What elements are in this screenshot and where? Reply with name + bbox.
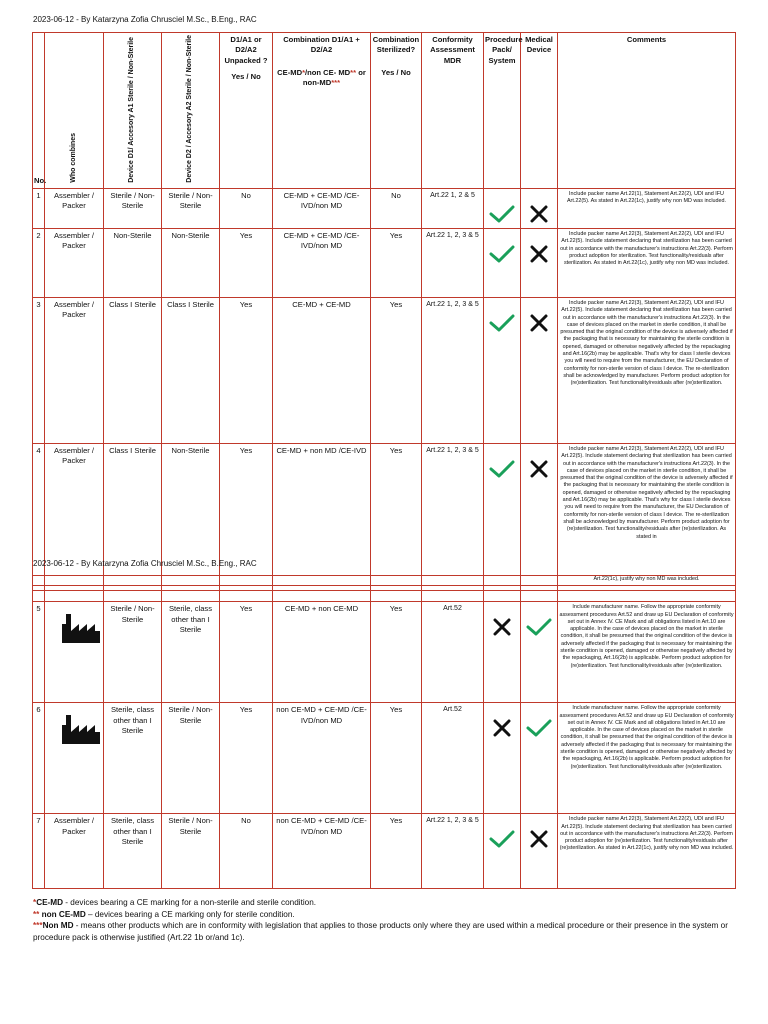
device-d1-cell: Sterile, class other than I Sterile xyxy=(104,703,162,814)
comment-cell: Include packer name Art.22(1), Statement Art.22(2), UDI and IFU Art.22(5). As stated in Art.22(1c), justify why non MD was included. xyxy=(558,188,736,228)
medical-device-cell xyxy=(521,228,558,297)
cross-icon xyxy=(522,300,556,333)
continuation-row xyxy=(33,576,736,586)
device-d2-cell: Non-Sterile xyxy=(162,443,220,590)
unpacked-cell: Yes xyxy=(220,602,273,703)
factory-icon xyxy=(46,705,102,748)
device-d1-cell: Sterile / Non-Sterile xyxy=(104,602,162,703)
unpacked-cell: No xyxy=(220,188,273,228)
procedure-pack-cell xyxy=(484,228,521,297)
device-d2-cell: Non-Sterile xyxy=(162,228,220,297)
sterilized-cell: Yes xyxy=(371,228,422,297)
cross-icon xyxy=(522,816,556,849)
who-cell: Assembler / Packer xyxy=(45,814,104,889)
combination-cell: CE-MD + non MD /CE-IVD xyxy=(273,443,371,590)
procedure-pack-cell xyxy=(484,602,521,703)
medical-device-cell xyxy=(521,814,558,889)
conformity-cell: Art.52 xyxy=(422,602,484,703)
col-unpacked: D1/A1 or D2/A2 Unpacked ? Yes / No xyxy=(220,33,273,189)
table-row xyxy=(33,228,736,297)
comment-cell: Include manufacturer name. Follow the appropriate conformity assessment procedures Art.52 and draw up EU Declaration of conformity set out in Annex IV. CE Mark and all obligations listed in Art.10 are applicable. In the case of devices placed on the market in sterile condition, it shall be presumed that the original condition of the device is adversely affected if the packaging that is necessary for maintaining the sterile condition is opened, damaged or otherwise negatively affected by the repackaging, Art.16(2b) is applicable. Perform product adoption for (re)sterilization. Test functionality/residuals after (re)sterilization. xyxy=(558,703,736,814)
cross-icon xyxy=(522,191,556,224)
who-cell: Assembler / Packer xyxy=(45,297,104,443)
conformity-cell: Art.22 1, 2 & 5 xyxy=(422,188,484,228)
conformity-cell: Art.22 1, 2, 3 & 5 xyxy=(422,814,484,889)
cross-icon xyxy=(485,604,519,637)
col-conformity: Conformity Assessment MDR xyxy=(422,33,484,189)
device-d1-cell: Non-Sterile xyxy=(104,228,162,297)
procedure-pack-cell xyxy=(484,297,521,443)
check-icon xyxy=(485,816,519,849)
comment-cell: Include packer name Art.22(3), Statement Art.22(2), UDI and IFU Art.22(5). Include statement declaring that sterilization has been carried out in accordance with the manufacturer's instructions Art.22(3). Perform product adoption for sterilization. Test functionality/residuals after sterilization. As stated in Art.22(1c), justify why non MD was included. xyxy=(558,228,736,297)
device-d2-cell: Sterile / Non-Sterile xyxy=(162,188,220,228)
table-row xyxy=(33,443,736,590)
who-cell: Assembler / Packer xyxy=(45,188,104,228)
col-procedure-pack: Procedure Pack/ System xyxy=(484,33,521,189)
sterilized-cell: Yes xyxy=(371,297,422,443)
combination-cell: CE-MD + non CE-MD xyxy=(273,602,371,703)
table-row xyxy=(33,814,736,889)
row-number: 5 xyxy=(33,602,45,703)
footnote-non-md: ***Non MD - means other products which are in conformity with legislation that applies to those products only where they are used within a medical procedure or their presence in the system or procedure pack is otherwise justified (Art.22 1b or/and 1c). xyxy=(33,921,728,942)
medical-device-cell xyxy=(521,703,558,814)
footnote-non-ce-md: ** non CE-MD – devices bearing a CE marking only for sterile condition. xyxy=(33,909,295,919)
factory-icon xyxy=(46,604,102,647)
page-header: 2023-06-12 - By Katarzyna Zofia Chrusciel M.Sc., B.Eng., RAC xyxy=(33,15,257,24)
combination-cell: non CE-MD + CE-MD /CE-IVD/non MD xyxy=(273,814,371,889)
row-number: 7 xyxy=(33,814,45,889)
who-cell xyxy=(45,602,104,703)
col-medical-device: Medical Device xyxy=(521,33,558,189)
sterilized-cell: Yes xyxy=(371,602,422,703)
row-number: 1 xyxy=(33,188,45,228)
check-icon xyxy=(485,231,519,264)
col-d1: Device D1/ Accesory A1 Sterile / Non-Sterile xyxy=(104,33,162,189)
who-cell: Assembler / Packer xyxy=(45,443,104,590)
table-row xyxy=(33,703,736,814)
medical-device-cell xyxy=(521,188,558,228)
comment-cell: Include packer name Art.22(3), Statement Art.22(2), UDI and IFU Art.22(5). Include statement declaring that sterilization has been carried out in accordance with the manufacturer's instructions Art.22(3). Perform product adoption for (re)sterilization. Test functionality/residuals after (re)sterilization. As stated in Art.22(1c), justify why non MD was included. xyxy=(558,814,736,889)
device-d1-cell: Class I Sterile xyxy=(104,297,162,443)
col-who: Who combines xyxy=(45,33,104,189)
device-d2-cell: Sterile / Non-Sterile xyxy=(162,703,220,814)
footnotes xyxy=(33,897,743,944)
procedure-pack-cell xyxy=(484,703,521,814)
conformity-cell: Art.22 1, 2, 3 & 5 xyxy=(422,228,484,297)
comment-cell: Include manufacturer name. Follow the appropriate conformity assessment procedures Art.52 and draw up EU Declaration of conformity set out in Annex IV. CE Mark and all obligations listed in Art.10 are applicable. In the case of devices placed on the market in sterile condition, it shall be presumed that the original condition of the device is adversely affected if the packaging that is necessary for maintaining the sterile condition is opened, damaged or otherwise negatively affected by the repackaging, Art.16(2b) is applicable. Perform product adoption for (re)sterilization. Test functionality/residuals after (re)sterilization. xyxy=(558,602,736,703)
combination-cell: CE-MD + CE-MD /CE-IVD/non MD xyxy=(273,228,371,297)
check-icon xyxy=(485,191,519,224)
unpacked-cell: Yes xyxy=(220,703,273,814)
col-sterilized: Combination Sterilized? Yes / No xyxy=(371,33,422,189)
combination-cell: CE-MD + CE-MD /CE-IVD/non MD xyxy=(273,188,371,228)
device-d2-cell: Sterile, class other than I Sterile xyxy=(162,602,220,703)
unpacked-cell: Yes xyxy=(220,443,273,590)
continuation-comment: Art.22(1c), justify why non MD was included. xyxy=(558,576,736,586)
conformity-cell: Art.22 1, 2, 3 & 5 xyxy=(422,297,484,443)
table-row xyxy=(33,297,736,443)
col-combination: Combination D1/A1 + D2/A2 CE-MD*/non CE- MD** or non-MD*** xyxy=(273,33,371,189)
procedure-pack-cell xyxy=(484,814,521,889)
device-d1-cell: Sterile, class other than I Sterile xyxy=(104,814,162,889)
unpacked-cell: No xyxy=(220,814,273,889)
unpacked-cell: Yes xyxy=(220,228,273,297)
conformity-cell: Art.22 1, 2, 3 & 5 xyxy=(422,443,484,590)
combination-cell: non CE-MD + CE-MD /CE-IVD/non MD xyxy=(273,703,371,814)
cross-icon xyxy=(522,446,556,479)
sterilized-cell: Yes xyxy=(371,703,422,814)
sterilized-cell: Yes xyxy=(371,814,422,889)
cross-icon xyxy=(522,231,556,264)
col-comments: Comments xyxy=(558,33,736,189)
check-icon xyxy=(485,446,519,479)
procedure-pack-cell xyxy=(484,443,521,590)
medical-device-cell xyxy=(521,297,558,443)
medical-device-cell xyxy=(521,602,558,703)
device-d2-cell: Sterile / Non-Sterile xyxy=(162,814,220,889)
row-number: 4 xyxy=(33,443,45,590)
device-d1-cell: Sterile / Non-Sterile xyxy=(104,188,162,228)
table-page-1 xyxy=(32,32,736,591)
procedure-pack-cell xyxy=(484,188,521,228)
row-number: 2 xyxy=(33,228,45,297)
check-icon xyxy=(522,705,556,738)
table-row xyxy=(33,188,736,228)
cross-icon xyxy=(485,705,519,738)
check-icon xyxy=(522,604,556,637)
page-header-2: 2023-06-12 - By Katarzyna Zofia Chrusciel M.Sc., B.Eng., RAC xyxy=(33,559,257,568)
sterilized-cell: Yes xyxy=(371,443,422,590)
comment-cell: Include packer name Art.22(3), Statement Art.22(2), UDI and IFU Art.22(5). Include statement declaring that sterilization has been carried out in accordance with the manufacturer's instructions Art.22(3). In the case of devices placed on the market in sterile condition, it shall be presumed that the original condition of the device is adversely affected if the packaging that is necessary for maintaining the sterile condition is opened, damaged or otherwise negatively affected by the repackaging and Art.16(2b) may be applicable. That's why for class I sterile devices you will need to require from the manufacturer, the EU Declaration of conformity for non-sterile version of class I device. The re-sterilization shall be acknowledged by manufacturer. Perform product adoption for (re)sterilization. Test functionality/residuals after (re)sterilization. As stated in xyxy=(558,443,736,590)
combination-cell: CE-MD + CE-MD xyxy=(273,297,371,443)
comment-cell: Include packer name Art.22(3), Statement Art.22(2), UDI and IFU Art.22(5). Include statement declaring that sterilization has been carried out in accordance with the manufacturer's instructions Art.22(3). In the case of devices placed on the market in sterile condition, it shall be presumed that the original condition of the device is adversely affected if the packaging that is necessary for maintaining the sterile condition is opened, damaged or otherwise negatively affected by the repackaging and Art.16(2b) may be applicable. That's why for class I sterile devices you will need to require from the manufacturer, the EU Declaration of conformity for non-sterile version of class I device. The re-sterilization shall be acknowledged by manufacturer. Perform product adoption for (re)sterilization. Test functionality/residuals after (re)sterilization. xyxy=(558,297,736,443)
medical-device-cell xyxy=(521,443,558,590)
footnote-ce-md: *CE-MD - devices bearing a CE marking for a non-sterile and sterile condition. xyxy=(33,898,317,907)
col-d2: Device D2 / Accesory A2 Sterile / Non-Sterile xyxy=(162,33,220,189)
col-no: No. xyxy=(33,33,45,189)
table-header-row xyxy=(33,33,736,189)
device-d2-cell: Class I Sterile xyxy=(162,297,220,443)
who-cell: Assembler / Packer xyxy=(45,228,104,297)
row-number: 6 xyxy=(33,703,45,814)
table-page-2 xyxy=(32,575,736,889)
who-cell xyxy=(45,703,104,814)
sterilized-cell: No xyxy=(371,188,422,228)
check-icon xyxy=(485,300,519,333)
table-row xyxy=(33,602,736,703)
unpacked-cell: Yes xyxy=(220,297,273,443)
conformity-cell: Art.52 xyxy=(422,703,484,814)
row-number: 3 xyxy=(33,297,45,443)
device-d1-cell: Class I Sterile xyxy=(104,443,162,590)
